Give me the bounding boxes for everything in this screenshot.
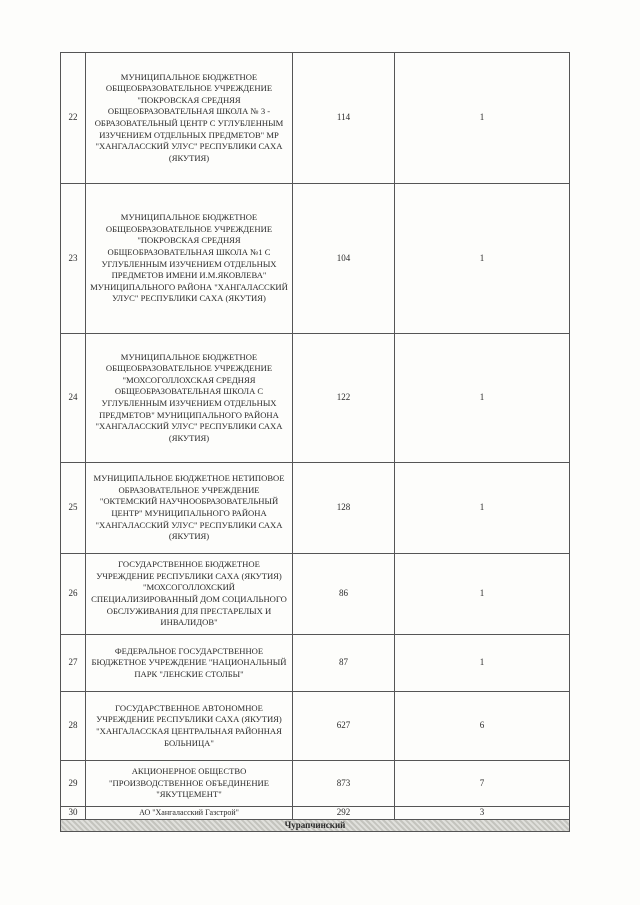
table-row: [61, 807, 570, 820]
value-count: 292: [293, 807, 395, 820]
organizations-table: [60, 52, 570, 832]
table-row: [61, 53, 570, 184]
value-count: 873: [293, 761, 395, 807]
row-number: 30: [61, 807, 86, 820]
table-row: [61, 692, 570, 761]
table-row: [61, 554, 570, 635]
value-units: 3: [395, 807, 570, 820]
organization-name: ФЕДЕРАЛЬНОЕ ГОСУДАРСТВЕННОЕ БЮДЖЕТНОЕ УЧРЕЖДЕНИЕ "НАЦИОНАЛЬНЫЙ ПАРК "ЛЕНСКИЕ СТОЛБЫ": [86, 635, 293, 692]
row-number: 28: [61, 692, 86, 761]
table-row: [61, 463, 570, 554]
value-count: 87: [293, 635, 395, 692]
value-units: 1: [395, 53, 570, 184]
value-units: 7: [395, 761, 570, 807]
organization-name: АКЦИОНЕРНОЕ ОБЩЕСТВО "ПРОИЗВОДСТВЕННОЕ ОБЪЕДИНЕНИЕ "ЯКУТЦЕМЕНТ": [86, 761, 293, 807]
region-row: [61, 819, 570, 832]
value-count: 128: [293, 463, 395, 554]
value-units: 1: [395, 184, 570, 334]
value-count: 627: [293, 692, 395, 761]
value-units: 6: [395, 692, 570, 761]
value-count: 122: [293, 334, 395, 463]
row-number: 29: [61, 761, 86, 807]
value-count: 86: [293, 554, 395, 635]
table-row: [61, 184, 570, 334]
organization-name: МУНИЦИПАЛЬНОЕ БЮДЖЕТНОЕ ОБЩЕОБРАЗОВАТЕЛЬНОЕ УЧРЕЖДЕНИЕ "ПОКРОВСКАЯ СРЕДНЯЯ ОБЩЕОБРАЗОВАТЕЛЬНАЯ ШКОЛА №1 С УГЛУБЛЕННЫМ ИЗУЧЕНИЕМ ОТДЕЛЬНЫХ ПРЕДМЕТОВ ИМЕНИ И.М.ЯКОВЛЕВА" МУНИЦИПАЛЬНОГО РАЙОНА "ХАНГАЛАССКИЙ УЛУС" РЕСПУБЛИКИ САХА (ЯКУТИЯ): [86, 184, 293, 334]
table-row: [61, 334, 570, 463]
value-count: 114: [293, 53, 395, 184]
value-units: 1: [395, 463, 570, 554]
row-number: 23: [61, 184, 86, 334]
row-number: 25: [61, 463, 86, 554]
value-units: 1: [395, 635, 570, 692]
organization-name: ГОСУДАРСТВЕННОЕ АВТОНОМНОЕ УЧРЕЖДЕНИЕ РЕСПУБЛИКИ САХА (ЯКУТИЯ) "ХАНГАЛАССКАЯ ЦЕНТРАЛЬНАЯ РАЙОННАЯ БОЛЬНИЦА": [86, 692, 293, 761]
row-number: 22: [61, 53, 86, 184]
row-number: 24: [61, 334, 86, 463]
table-row: [61, 761, 570, 807]
organization-name: ГОСУДАРСТВЕННОЕ БЮДЖЕТНОЕ УЧРЕЖДЕНИЕ РЕСПУБЛИКИ САХА (ЯКУТИЯ) "МОХСОГОЛЛОХСКИЙ СПЕЦИАЛИЗИРОВАННЫЙ ДОМ СОЦИАЛЬНОГО ОБСЛУЖИВАНИЯ ДЛЯ ПРЕСТАРЕЛЫХ И ИНВАЛИДОВ": [86, 554, 293, 635]
organization-name: МУНИЦИПАЛЬНОЕ БЮДЖЕТНОЕ НЕТИПОВОЕ ОБРАЗОВАТЕЛЬНОЕ УЧРЕЖДЕНИЕ "ОКТЕМСКИЙ НАУЧНООБРАЗОВАТЕЛЬНЫЙ ЦЕНТР" МУНИЦИПАЛЬНОГО РАЙОНА "ХАНГАЛАССКИЙ УЛУС" РЕСПУБЛИКИ САХА (ЯКУТИЯ): [86, 463, 293, 554]
row-number: 26: [61, 554, 86, 635]
value-units: 1: [395, 334, 570, 463]
value-units: 1: [395, 554, 570, 635]
organization-name: МУНИЦИПАЛЬНОЕ БЮДЖЕТНОЕ ОБЩЕОБРАЗОВАТЕЛЬНОЕ УЧРЕЖДЕНИЕ "ПОКРОВСКАЯ СРЕДНЯЯ ОБЩЕОБРАЗОВАТЕЛЬНАЯ ШКОЛА № 3 - ОБРАЗОВАТЕЛЬНЫЙ ЦЕНТР С УГЛУБЛЕННЫМ ИЗУЧЕНИЕМ ОТДЕЛЬНЫХ ПРЕДМЕТОВ" МР "ХАНГАЛАССКИЙ УЛУС" РЕСПУБЛИКИ САХА (ЯКУТИЯ): [86, 53, 293, 184]
row-number: 27: [61, 635, 86, 692]
value-count: 104: [293, 184, 395, 334]
table-row: [61, 635, 570, 692]
table-body: [61, 53, 570, 832]
organization-name: АО "Хангаласский Газстрой": [86, 807, 293, 820]
region-name: Чурапчинский: [61, 819, 570, 832]
organization-name: МУНИЦИПАЛЬНОЕ БЮДЖЕТНОЕ ОБЩЕОБРАЗОВАТЕЛЬНОЕ УЧРЕЖДЕНИЕ "МОХСОГОЛЛОХСКАЯ СРЕДНЯЯ ОБЩЕОБРАЗОВАТЕЛЬНАЯ ШКОЛА С УГЛУБЛЕННЫМ ИЗУЧЕНИЕМ ОТДЕЛЬНЫХ ПРЕДМЕТОВ" МУНИЦИПАЛЬНОГО РАЙОНА "ХАНГАЛАССКИЙ УЛУС" РЕСПУБЛИКИ САХА (ЯКУТИЯ): [86, 334, 293, 463]
